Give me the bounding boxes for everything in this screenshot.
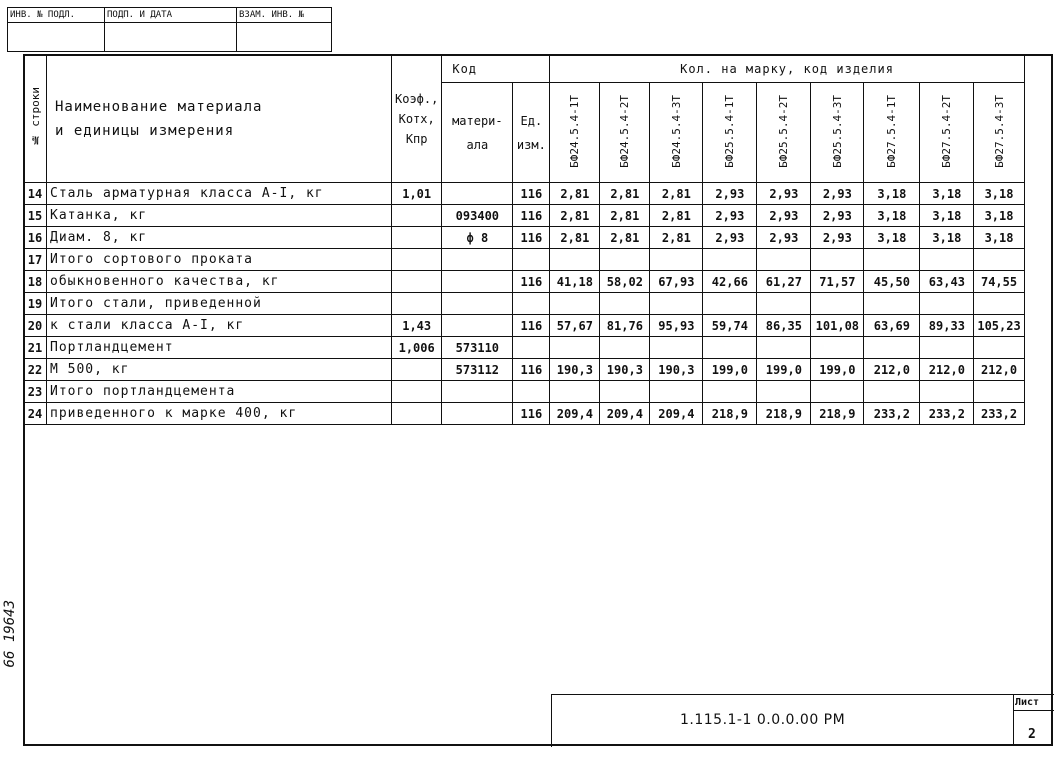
material-name: Итого сортового проката	[47, 249, 392, 271]
row-number: 20	[24, 315, 47, 337]
quantity-value: 2,81	[600, 183, 650, 205]
stamp-podp-data: ПОДП. И ДАТА	[105, 8, 237, 23]
row-number: 17	[24, 249, 47, 271]
row-number: 24	[24, 403, 47, 425]
coefficient	[392, 359, 442, 381]
table-row	[24, 205, 1025, 227]
quantity-value: 2,81	[550, 227, 600, 249]
quantity-value: 2,81	[600, 205, 650, 227]
quantity-value: 2,93	[757, 183, 811, 205]
unit-code: 116	[513, 183, 550, 205]
quantity-value	[864, 381, 920, 403]
unit-code: 116	[513, 315, 550, 337]
quantity-value: 3,18	[974, 183, 1024, 205]
material-name: Портландцемент	[47, 337, 392, 359]
unit-code	[513, 249, 550, 271]
quantity-value	[703, 293, 757, 315]
table-row	[24, 359, 1025, 381]
quantity-value: 2,93	[703, 205, 757, 227]
quantity-value: 212,0	[864, 359, 920, 381]
material-code	[442, 403, 513, 425]
material-code	[442, 183, 513, 205]
quantity-value: 67,93	[650, 271, 703, 293]
material-name: Диам. 8, кг	[47, 227, 392, 249]
quantity-value: 233,2	[864, 403, 920, 425]
unit-code: 116	[513, 205, 550, 227]
quantity-value: 190,3	[550, 359, 600, 381]
approval-stamp	[7, 7, 332, 52]
quantity-value: 61,27	[757, 271, 811, 293]
quantity-value: 199,0	[811, 359, 864, 381]
table-row	[24, 403, 1025, 425]
material-code	[442, 315, 513, 337]
quantity-value	[974, 337, 1024, 359]
unit-code	[513, 293, 550, 315]
quantity-value: 2,93	[757, 227, 811, 249]
quantity-value: 63,69	[864, 315, 920, 337]
header-product-code: БФ24.5.4-1Т	[550, 83, 600, 183]
coefficient	[392, 271, 442, 293]
quantity-value: 3,18	[974, 227, 1024, 249]
coefficient	[392, 205, 442, 227]
row-number: 22	[24, 359, 47, 381]
material-name: к стали класса А-I, кг	[47, 315, 392, 337]
table-row	[24, 227, 1025, 249]
stamp-inv-podl: ИНВ. № ПОДЛ.	[8, 8, 105, 23]
quantity-value: 2,93	[811, 205, 864, 227]
stamp-cell	[237, 23, 332, 52]
quantity-value	[757, 249, 811, 271]
header-product-code: БФ27.5.4-3Т	[974, 83, 1024, 183]
material-code: 093400	[442, 205, 513, 227]
table-row	[24, 249, 1025, 271]
material-code: 573112	[442, 359, 513, 381]
quantity-value: 218,9	[757, 403, 811, 425]
header-product-code: БФ25.5.4-2Т	[757, 83, 811, 183]
quantity-value: 190,3	[650, 359, 703, 381]
quantity-value: 2,81	[650, 183, 703, 205]
table-row	[24, 183, 1025, 205]
quantity-value	[920, 293, 974, 315]
quantity-value: 2,93	[811, 227, 864, 249]
coefficient	[392, 403, 442, 425]
quantity-value	[703, 381, 757, 403]
coefficient	[392, 227, 442, 249]
header-product-code: БФ27.5.4-2Т	[920, 83, 974, 183]
materials-table	[23, 54, 1025, 425]
quantity-value	[703, 249, 757, 271]
quantity-value: 59,74	[703, 315, 757, 337]
unit-code: 116	[513, 271, 550, 293]
quantity-value: 105,23	[974, 315, 1024, 337]
unit-code: 116	[513, 227, 550, 249]
quantity-value: 3,18	[864, 183, 920, 205]
quantity-value: 218,9	[703, 403, 757, 425]
row-number: 18	[24, 271, 47, 293]
quantity-value: 3,18	[864, 205, 920, 227]
quantity-value	[974, 293, 1024, 315]
table-row	[24, 293, 1025, 315]
quantity-value: 3,18	[864, 227, 920, 249]
header-unit: Ед. изм.	[513, 83, 550, 183]
table-row	[24, 381, 1025, 403]
quantity-value: 2,81	[600, 227, 650, 249]
sheet-label: Лист	[1015, 697, 1040, 708]
material-code	[442, 381, 513, 403]
header-code-material: матери- ала	[442, 83, 513, 183]
material-name: обыкновенного качества, кг	[47, 271, 392, 293]
row-number: 19	[24, 293, 47, 315]
unit-code: 116	[513, 359, 550, 381]
coefficient: 1,43	[392, 315, 442, 337]
material-code	[442, 271, 513, 293]
material-code: 573110	[442, 337, 513, 359]
quantity-value	[550, 249, 600, 271]
quantity-value: 86,35	[757, 315, 811, 337]
material-code: ф 8	[442, 227, 513, 249]
quantity-value: 3,18	[920, 183, 974, 205]
quantity-value	[600, 293, 650, 315]
quantity-value: 71,57	[811, 271, 864, 293]
material-name: М 500, кг	[47, 359, 392, 381]
quantity-value: 212,0	[920, 359, 974, 381]
quantity-value: 41,18	[550, 271, 600, 293]
material-code	[442, 293, 513, 315]
quantity-value	[600, 337, 650, 359]
quantity-value: 3,18	[920, 227, 974, 249]
quantity-value	[757, 337, 811, 359]
doc-code: 1.115.1-1 0.0.0.00 РМ	[680, 712, 846, 728]
quantity-value: 233,2	[920, 403, 974, 425]
row-number: 14	[24, 183, 47, 205]
material-name: Итого стали, приведенной	[47, 293, 392, 315]
quantity-value: 58,02	[600, 271, 650, 293]
quantity-value: 2,93	[757, 205, 811, 227]
quantity-value	[650, 293, 703, 315]
quantity-value	[811, 337, 864, 359]
quantity-value	[757, 381, 811, 403]
stamp-vzam-inv: ВЗАМ. ИНВ. №	[237, 8, 332, 23]
table-row	[24, 315, 1025, 337]
material-name: приведенного к марке 400, кг	[47, 403, 392, 425]
header-product-code: БФ24.5.4-3Т	[650, 83, 703, 183]
quantity-value: 233,2	[974, 403, 1024, 425]
unit-code: 116	[513, 403, 550, 425]
row-number: 15	[24, 205, 47, 227]
header-product-code: БФ25.5.4-1Т	[703, 83, 757, 183]
quantity-value: 209,4	[650, 403, 703, 425]
quantity-value: 218,9	[811, 403, 864, 425]
header-row-no: № строки	[24, 55, 47, 183]
quantity-value	[550, 381, 600, 403]
quantity-value: 2,93	[811, 183, 864, 205]
quantity-value: 3,18	[920, 205, 974, 227]
quantity-value	[864, 337, 920, 359]
side-margin-note: 66 19643	[2, 600, 18, 668]
quantity-value: 57,67	[550, 315, 600, 337]
quantity-value: 74,55	[974, 271, 1024, 293]
quantity-value	[650, 381, 703, 403]
quantity-value: 199,0	[703, 359, 757, 381]
quantity-value: 81,76	[600, 315, 650, 337]
quantity-value	[974, 249, 1024, 271]
quantity-value	[811, 249, 864, 271]
row-number: 21	[24, 337, 47, 359]
quantity-value	[864, 249, 920, 271]
header-name: Наименование материала и единицы измерения	[47, 55, 392, 183]
quantity-value: 2,81	[650, 205, 703, 227]
quantity-value	[650, 337, 703, 359]
quantity-value	[920, 337, 974, 359]
row-number: 23	[24, 381, 47, 403]
coefficient	[392, 293, 442, 315]
quantity-value	[974, 381, 1024, 403]
quantity-value: 89,33	[920, 315, 974, 337]
quantity-value: 209,4	[600, 403, 650, 425]
sheet-number: 2	[1028, 727, 1036, 742]
quantity-value: 209,4	[550, 403, 600, 425]
header-code-group: Код	[442, 55, 550, 83]
quantity-value	[757, 293, 811, 315]
quantity-value	[811, 381, 864, 403]
stamp-cell	[8, 23, 105, 52]
quantity-value	[920, 249, 974, 271]
quantity-value	[864, 293, 920, 315]
coefficient: 1,01	[392, 183, 442, 205]
quantity-value: 42,66	[703, 271, 757, 293]
header-product-code: БФ25.5.4-3Т	[811, 83, 864, 183]
material-name: Сталь арматурная класса А-I, кг	[47, 183, 392, 205]
quantity-value: 2,93	[703, 183, 757, 205]
table-row	[24, 337, 1025, 359]
quantity-value	[811, 293, 864, 315]
quantity-value: 199,0	[757, 359, 811, 381]
quantity-value: 190,3	[600, 359, 650, 381]
material-name: Итого портландцемента	[47, 381, 392, 403]
quantity-value	[650, 249, 703, 271]
quantity-value: 2,93	[703, 227, 757, 249]
quantity-value	[550, 293, 600, 315]
unit-code	[513, 381, 550, 403]
row-number: 16	[24, 227, 47, 249]
coefficient: 1,006	[392, 337, 442, 359]
quantity-value: 101,08	[811, 315, 864, 337]
table-row	[24, 271, 1025, 293]
quantity-value: 45,50	[864, 271, 920, 293]
material-code	[442, 249, 513, 271]
quantity-value: 2,81	[550, 205, 600, 227]
quantity-value: 212,0	[974, 359, 1024, 381]
quantity-value	[550, 337, 600, 359]
coefficient	[392, 249, 442, 271]
coefficient	[392, 381, 442, 403]
quantity-value	[920, 381, 974, 403]
header-coef: Коэф., Котх, Кпр	[392, 55, 442, 183]
stamp-cell	[105, 23, 237, 52]
quantity-value: 2,81	[550, 183, 600, 205]
header-product-code: БФ27.5.4-1Т	[864, 83, 920, 183]
quantity-value: 3,18	[974, 205, 1024, 227]
header-product-code: БФ24.5.4-2Т	[600, 83, 650, 183]
quantity-value: 95,93	[650, 315, 703, 337]
material-name: Катанка, кг	[47, 205, 392, 227]
quantity-value: 63,43	[920, 271, 974, 293]
unit-code	[513, 337, 550, 359]
quantity-value	[600, 381, 650, 403]
header-qty-group: Кол. на марку, код изделия	[550, 55, 1024, 83]
quantity-value	[703, 337, 757, 359]
quantity-value: 2,81	[650, 227, 703, 249]
quantity-value	[600, 249, 650, 271]
